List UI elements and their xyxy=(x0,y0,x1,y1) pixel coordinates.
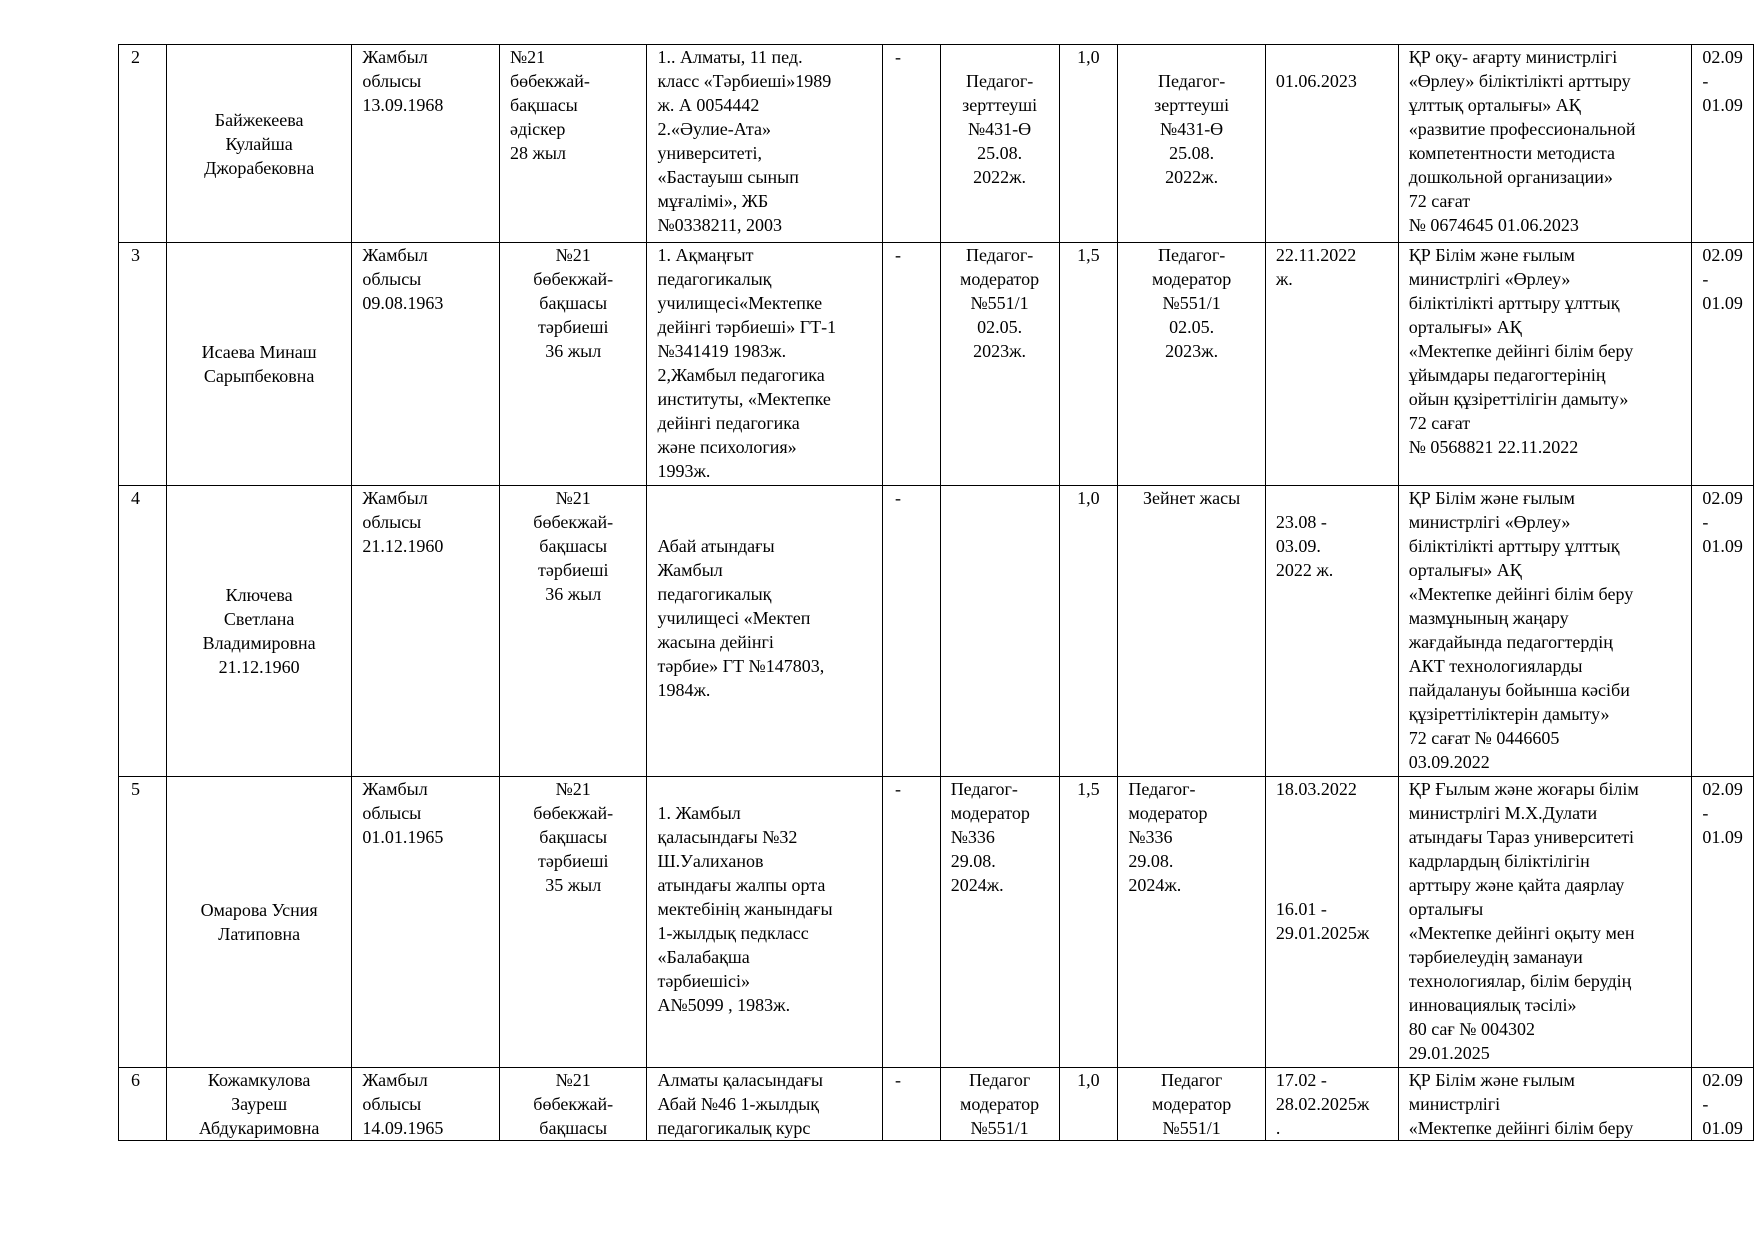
workplace-position: №21 бөбекжай- бақшасы әдіскер 28 жыл xyxy=(499,45,647,243)
category-assigned: Педагог модератор №551/1 xyxy=(1118,1068,1266,1141)
dash-cell: - xyxy=(882,777,940,1068)
row-number: 5 xyxy=(119,777,167,1068)
dash-cell: - xyxy=(882,243,940,486)
work-rate: 1,5 xyxy=(1059,243,1118,486)
birth-info: Жамбыл облысы 09.08.1963 xyxy=(352,243,500,486)
workplace-position: №21 бөбекжай- бақшасы тәрбиеші 35 жыл xyxy=(499,777,647,1068)
attestation-period: 02.09 - 01.09 xyxy=(1692,486,1754,777)
staff-table xyxy=(118,44,1754,1141)
category-previous xyxy=(940,486,1059,777)
dash-cell: - xyxy=(882,1068,940,1141)
course-date: 01.06.2023 xyxy=(1265,45,1398,243)
course-info: ҚР Білім және ғылым министрлігі «Мектепке дейінгі білім беру xyxy=(1398,1068,1692,1141)
row-number: 2 xyxy=(119,45,167,243)
education: Алматы қаласындағы Абай №46 1-жылдық педагогикалық курс xyxy=(647,1068,883,1141)
category-assigned: Педагог- зерттеуші №431-Ө 25.08. 2022ж. xyxy=(1118,45,1266,243)
course-info: ҚР Ғылым және жоғары білім министрлігі М.Х.Дулати атындағы Тараз университеті кадрлардың біліктілігін арттыру және қайта даярлау орталығы «Мектепке дейінгі оқыту мен тәрбиелеудің заманауи технологиялар, білім берудің инновациялық тәсілі» 80 сағ № 004302 29.01.2025 xyxy=(1398,777,1692,1068)
course-date: 23.08 - 03.09. 2022 ж. xyxy=(1265,486,1398,777)
education: 1.. Алматы, 11 пед. класс «Тәрбиеші»1989 ж. А 0054442 2.«Әулие-Ата» университеті, «Бастауыш сынып мұғалімі», ЖБ №0338211, 2003 xyxy=(647,45,883,243)
employee-name: Омарова Усния Латиповна xyxy=(166,777,352,1068)
attestation-period: 02.09 - 01.09 xyxy=(1692,45,1754,243)
row-number: 3 xyxy=(119,243,167,486)
course-info: ҚР Білім және ғылым министрлігі «Өрлеу» біліктілікті арттыру ұлттық орталығы» АҚ «Мектепке дейінгі білім беру ұйымдары педагогтерінің ойын құзіреттілігін дамыту» 72 сағат № 0568821 22.11.2022 xyxy=(1398,243,1692,486)
row-number: 6 xyxy=(119,1068,167,1141)
education: Абай атындағы Жамбыл педагогикалық училищесі «Мектеп жасына дейінгі тәрбие» ГТ №147803, 1984ж. xyxy=(647,486,883,777)
category-previous: Педагог- модератор №551/1 02.05. 2023ж. xyxy=(940,243,1059,486)
work-rate: 1,0 xyxy=(1059,1068,1118,1141)
birth-info: Жамбыл облысы 21.12.1960 xyxy=(352,486,500,777)
work-rate: 1,0 xyxy=(1059,45,1118,243)
table-row xyxy=(119,486,1754,777)
course-info: ҚР оқу- ағарту министрлігі «Өрлеу» біліктілікті арттыру ұлттық орталығы» АҚ «развитие профессиональной компетентности методиста дошкольной организации» 72 сағат № 0674645 01.06.2023 xyxy=(1398,45,1692,243)
category-assigned: Зейнет жасы xyxy=(1118,486,1266,777)
category-assigned: Педагог- модератор №336 29.08. 2024ж. xyxy=(1118,777,1266,1068)
category-assigned: Педагог- модератор №551/1 02.05. 2023ж. xyxy=(1118,243,1266,486)
table-row xyxy=(119,777,1754,1068)
education: 1. Ақмаңғыт педагогикалық училищесі«Мектепке дейінгі тәрбиеші» ГТ-1 №341419 1983ж. 2,Жамбыл педагогика институты, «Мектепке дейінгі педагогика және психология» 1993ж. xyxy=(647,243,883,486)
employee-name: Исаева Минаш Сарыпбековна xyxy=(166,243,352,486)
work-rate: 1,5 xyxy=(1059,777,1118,1068)
birth-info: Жамбыл облысы 14.09.1965 xyxy=(352,1068,500,1141)
table-row xyxy=(119,1068,1754,1141)
category-previous: Педагог- зерттеуші №431-Ө 25.08. 2022ж. xyxy=(940,45,1059,243)
table-row xyxy=(119,45,1754,243)
attestation-period: 02.09 - 01.09 xyxy=(1692,1068,1754,1141)
workplace-position: №21 бөбекжай- бақшасы xyxy=(499,1068,647,1141)
education: 1. Жамбыл қаласындағы №32 Ш.Уалиханов атындағы жалпы орта мектебінің жанындағы 1-жылдық педкласс «Балабақша тәрбиешісі» А№5099 , 1983ж. xyxy=(647,777,883,1068)
table-row xyxy=(119,243,1754,486)
category-previous: Педагог модератор №551/1 xyxy=(940,1068,1059,1141)
employee-name: Байжекеева Кулайша Джорабековна xyxy=(166,45,352,243)
birth-info: Жамбыл облысы 01.01.1965 xyxy=(352,777,500,1068)
course-date: 17.02 - 28.02.2025ж . xyxy=(1265,1068,1398,1141)
row-number: 4 xyxy=(119,486,167,777)
course-date: 22.11.2022 ж. xyxy=(1265,243,1398,486)
employee-name: Кожамкулова Зауреш Абдукаримовна xyxy=(166,1068,352,1141)
course-info: ҚР Білім және ғылым министрлігі «Өрлеу» біліктілікті арттыру ұлттық орталығы» АҚ «Мектепке дейінгі білім беру мазмұнының жаңару жағдайында педагогтердің АКТ технологияларды пайдалануы бойынша кәсіби құзіреттіліктерін дамыту» 72 сағат № 0446605 03.09.2022 xyxy=(1398,486,1692,777)
employee-name: Ключева Светлана Владимировна 21.12.1960 xyxy=(166,486,352,777)
workplace-position: №21 бөбекжай- бақшасы тәрбиеші 36 жыл xyxy=(499,243,647,486)
work-rate: 1,0 xyxy=(1059,486,1118,777)
category-previous: Педагог- модератор №336 29.08. 2024ж. xyxy=(940,777,1059,1068)
dash-cell: - xyxy=(882,45,940,243)
attestation-period: 02.09 - 01.09 xyxy=(1692,777,1754,1068)
dash-cell: - xyxy=(882,486,940,777)
birth-info: Жамбыл облысы 13.09.1968 xyxy=(352,45,500,243)
workplace-position: №21 бөбекжай- бақшасы тәрбиеші 36 жыл xyxy=(499,486,647,777)
attestation-period: 02.09 - 01.09 xyxy=(1692,243,1754,486)
course-date: 18.03.2022 16.01 - 29.01.2025ж xyxy=(1265,777,1398,1068)
